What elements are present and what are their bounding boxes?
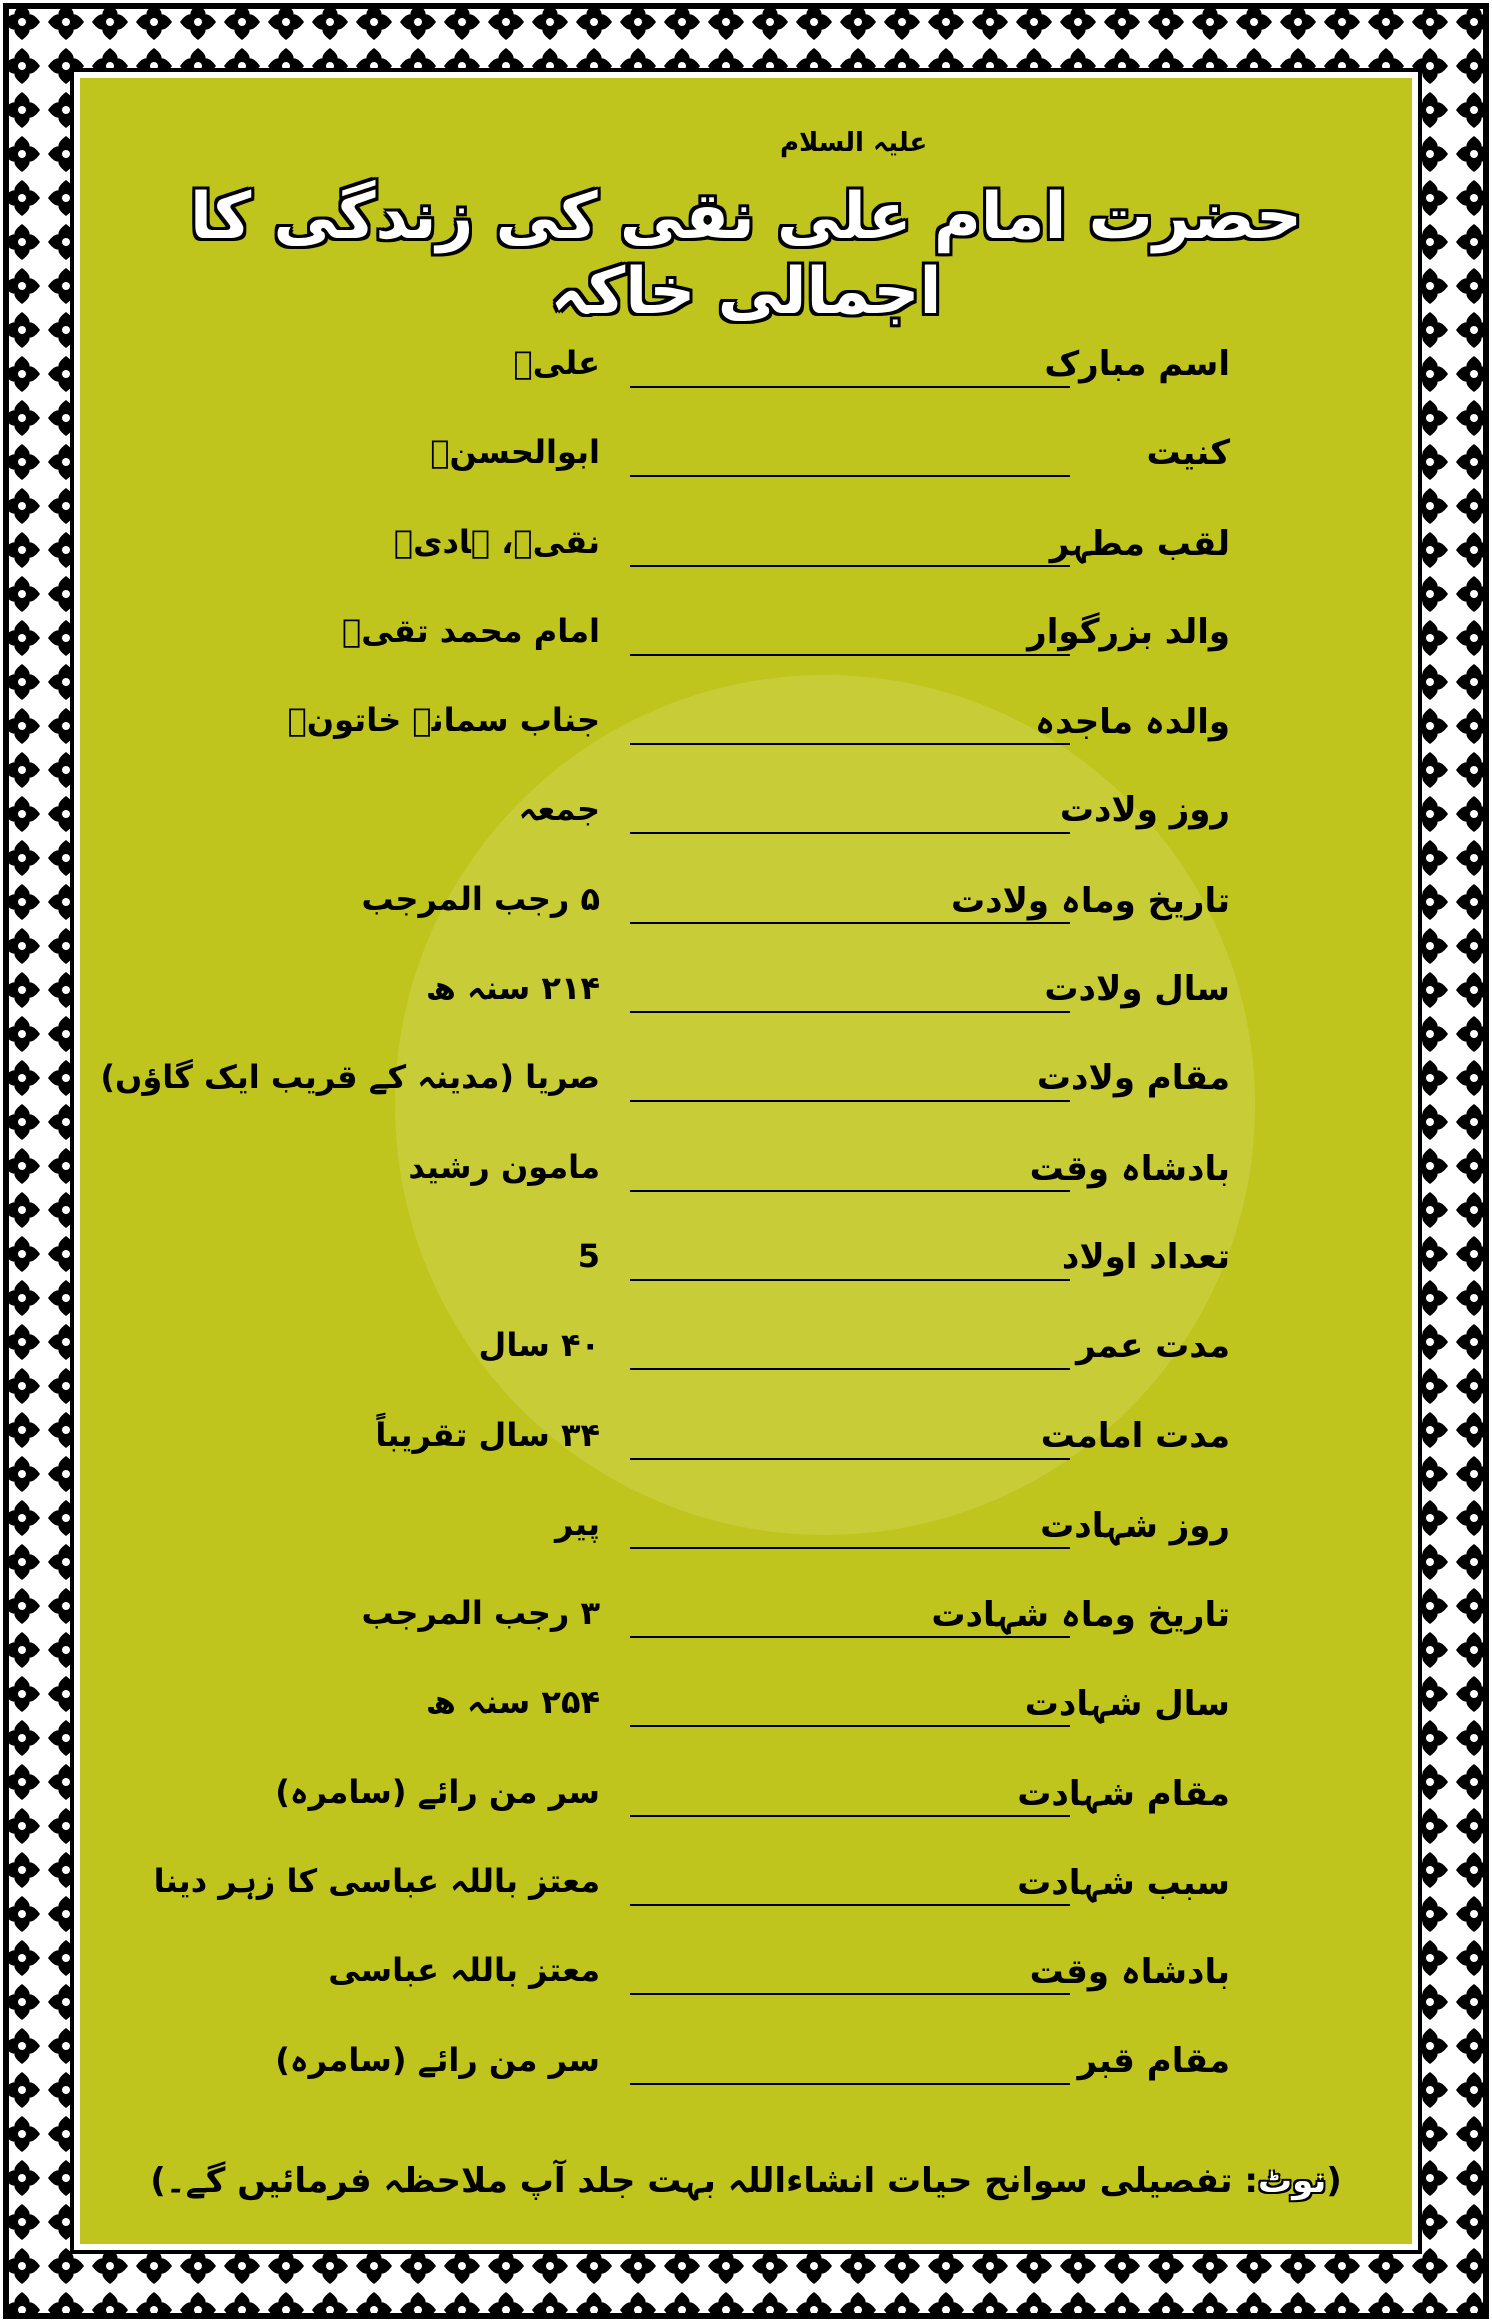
info-row (100, 1044, 1230, 1133)
row-label: مدت امامت (1040, 1415, 1230, 1456)
row-value: امام محمد تقیؑ (342, 611, 600, 650)
info-row (180, 776, 1230, 865)
row-label: مدت عمر (1076, 1326, 1230, 1367)
info-row (180, 1312, 1230, 1401)
row-line (630, 565, 1070, 567)
info-row (180, 1669, 1230, 1758)
row-label: لقب مطہر (1049, 523, 1230, 564)
row-label: والد بزرگوار (1027, 611, 1230, 652)
row-label: مقام شہادت (1017, 1773, 1230, 1814)
row-value: 5 (577, 1236, 600, 1275)
info-row (180, 1223, 1230, 1312)
page-title: حضرت امام علی نقی کی زندگی کا اجمالی خاکہ (190, 180, 1302, 329)
row-line (630, 2083, 1070, 2085)
info-row (180, 1759, 1230, 1848)
row-line (630, 1100, 1070, 1102)
row-line (630, 1190, 1070, 1192)
row-line (630, 1815, 1070, 1817)
row-line (630, 475, 1070, 477)
info-row (180, 1491, 1230, 1580)
info-row (180, 687, 1230, 776)
row-label: روز ولادت (1059, 790, 1230, 831)
row-value: ۴۰ سال (478, 1326, 600, 1365)
row-label: والدہ ماجدہ (1035, 702, 1230, 743)
title-honorific: علیہ السلام (780, 128, 928, 158)
row-value: معتز باللہ عباسی (328, 1951, 600, 1990)
row-value: ۳ رجب المرجب (361, 1594, 600, 1633)
row-label: بادشاہ وقت (1029, 1952, 1230, 1993)
row-value: معتز باللہ عباسی کا زہر دینا (153, 1862, 600, 1901)
row-label: مقام ولادت (1036, 1058, 1230, 1099)
row-value: علیؑ (513, 344, 600, 382)
row-label: تاریخ وماہ شہادت (931, 1595, 1230, 1636)
row-line (630, 1636, 1070, 1638)
row-line (630, 1279, 1070, 1281)
row-value: ۵ رجب المرجب (361, 879, 600, 918)
info-row (180, 866, 1230, 955)
info-row (180, 419, 1230, 508)
row-label: تاریخ وماہ ولادت (951, 880, 1230, 921)
row-line (630, 922, 1070, 924)
row-label: سال ولادت (1044, 969, 1230, 1010)
info-row (180, 330, 1230, 419)
row-label: سبب شہادت (1017, 1863, 1230, 1904)
row-line (630, 1725, 1070, 1727)
row-line (630, 1547, 1070, 1549)
row-value: پیر (555, 1504, 600, 1543)
info-row (180, 1580, 1230, 1669)
info-row (180, 1937, 1230, 2026)
row-value: نقیؑ، ہادیؑ (393, 522, 600, 561)
row-value: ۲۵۴ سنہ ھ (425, 1683, 600, 1722)
info-row (180, 509, 1230, 598)
row-value: جمعہ (518, 790, 600, 829)
row-value: سر من رائے (سامرہ) (275, 2040, 600, 2079)
row-value: ۲۱۴ سنہ ھ (425, 969, 600, 1008)
row-value: مامون رشید (408, 1147, 600, 1186)
info-row (153, 1848, 1230, 1937)
note-label: نوٹ (1258, 2161, 1327, 2201)
row-line (630, 386, 1070, 388)
row-line (630, 1993, 1070, 1995)
row-line (630, 743, 1070, 745)
footer-note: (نوٹ: تفصیلی سوانح حیات انشاءاللہ بہت جلد آپ ملاحظہ فرمائیں گے۔) (150, 2161, 1342, 2201)
row-label: مقام قبر (1077, 2040, 1230, 2081)
row-label: کنیت (1146, 433, 1230, 474)
row-label: اسم مبارک (1044, 344, 1230, 384)
row-label: روز شہادت (1040, 1505, 1230, 1546)
row-label: تعداد اولاد (1061, 1236, 1230, 1277)
row-value: صریا (مدینہ کے قریب ایک گاؤں) (100, 1058, 600, 1097)
row-value: ابوالحسنؑ (430, 433, 600, 472)
row-line (630, 1904, 1070, 1906)
row-line (630, 1011, 1070, 1013)
info-row (180, 2027, 1230, 2116)
row-line (630, 832, 1070, 834)
info-list (100, 330, 1230, 2116)
row-line (630, 1368, 1070, 1370)
info-row (180, 598, 1230, 687)
row-value: سر من رائے (سامرہ) (275, 1772, 600, 1811)
row-label: سال شہادت (1024, 1684, 1230, 1725)
row-value: جناب سمانہ خاتونؑ (287, 701, 600, 740)
row-line (630, 654, 1070, 656)
row-line (630, 1458, 1070, 1460)
row-label: بادشاہ وقت (1029, 1148, 1230, 1189)
info-row (180, 1402, 1230, 1491)
info-row (180, 1134, 1230, 1223)
note-text: : تفصیلی سوانح حیات انشاءاللہ بہت جلد آپ ملاحظہ فرمائیں گے۔ (165, 2161, 1259, 2201)
info-row (180, 955, 1230, 1044)
row-value: ۳۴ سال تقریباً (375, 1415, 600, 1454)
